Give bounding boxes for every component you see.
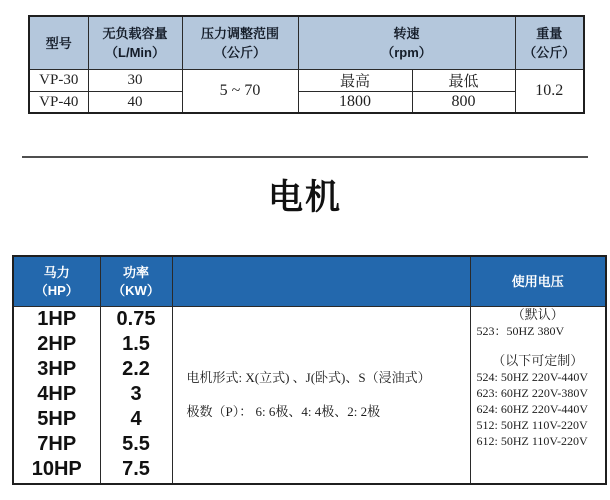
speed-label-line2: （rpm） (381, 45, 432, 60)
hp-value: 4HP (37, 383, 77, 405)
section-divider (22, 156, 588, 158)
hp-values-cell (13, 307, 100, 485)
section-title: 电机 (267, 178, 342, 217)
cell-pressure-range: 5 ~ 70 (182, 70, 298, 114)
hp-value: 7HP (37, 433, 77, 455)
speed-label-line1: 转速 (393, 26, 420, 41)
motor-col-kw (100, 256, 172, 307)
pump-spec-table (28, 15, 585, 114)
kw-value: 0.75 (116, 308, 156, 330)
hp-value: 2HP (37, 333, 77, 355)
pump-col-weight (515, 16, 584, 70)
kw-value: 3 (130, 383, 142, 405)
cell-speed-max-label: 最高 (298, 70, 412, 92)
pump-col-pressure (182, 16, 298, 70)
cell-speed-min-label: 最低 (412, 70, 515, 92)
pump-col-model (29, 16, 88, 70)
motor-spec-table (12, 255, 607, 485)
motor-body-row (13, 307, 606, 485)
voltage-default-value: 523：50HZ 380V (476, 324, 565, 338)
cell-capacity-vp40: 40 (88, 92, 182, 114)
hp-value: 5HP (37, 408, 77, 430)
hp-value: 10HP (31, 458, 82, 480)
kw-value: 7.5 (122, 458, 150, 480)
voltage-option: 623: 60HZ 220V-380V (476, 386, 589, 400)
cell-speed-min-value: 800 (412, 92, 515, 114)
hp-label-line1: 马力 (43, 264, 70, 280)
motor-spec-cell (172, 307, 470, 485)
motor-header-row (13, 256, 606, 307)
kw-value: 5.5 (122, 433, 150, 455)
voltage-option: 612: 50HZ 110V-220V (476, 434, 588, 448)
hp-value: 1HP (37, 308, 77, 330)
motor-col-voltage: 使用电压 (470, 256, 606, 307)
motor-form-spec: 电机形式: X(立式) 、J(卧式)、S（浸油式） (186, 370, 431, 385)
weight-label-line2: （公斤） (523, 45, 576, 60)
capacity-label-line2: （L/Min） (105, 45, 165, 60)
voltage-custom-label: （以下可定制） (492, 353, 584, 368)
cell-model-vp40: VP-40 (29, 92, 88, 114)
pump-col-capacity (88, 16, 182, 70)
voltage-option: 624: 60HZ 220V-440V (476, 402, 589, 416)
kw-values-cell (100, 307, 172, 485)
hp-label-line2: （HP） (34, 282, 79, 298)
pressure-label-line2: （公斤） (213, 45, 266, 60)
cell-weight: 10.2 (515, 70, 584, 114)
pump-col-speed (298, 16, 515, 70)
pressure-label-line1: 压力调整范围 (200, 26, 279, 41)
voltage-option: 512: 50HZ 110V-220V (476, 418, 588, 432)
pump-row-vp30 (29, 70, 584, 92)
voltage-option: 524: 50HZ 220V-440V (476, 370, 589, 384)
cell-model-vp30: VP-30 (29, 70, 88, 92)
kw-value: 2.2 (122, 358, 150, 380)
kw-label-line1: 功率 (122, 264, 149, 280)
voltage-default-label: （默认） (511, 307, 564, 322)
weight-label-line1: 重量 (536, 26, 563, 41)
pump-col-model-label: 型号 (45, 35, 72, 51)
cell-speed-max-value: 1800 (298, 92, 412, 114)
kw-value: 4 (130, 408, 142, 430)
kw-value: 1.5 (122, 333, 150, 355)
hp-value: 3HP (37, 358, 77, 380)
pump-row-vp40 (29, 92, 584, 114)
motor-col-hp (13, 256, 100, 307)
motor-header-spacer (172, 256, 470, 307)
capacity-label-line1: 无负载容量 (102, 26, 168, 41)
pump-header-row (29, 16, 584, 70)
kw-label-line2: （KW） (112, 282, 160, 298)
motor-poles-spec: 极数（P）： 6: 6极、4: 4极、2: 2极 (186, 404, 381, 419)
voltage-options-cell (470, 307, 606, 485)
cell-capacity-vp30: 30 (88, 70, 182, 92)
